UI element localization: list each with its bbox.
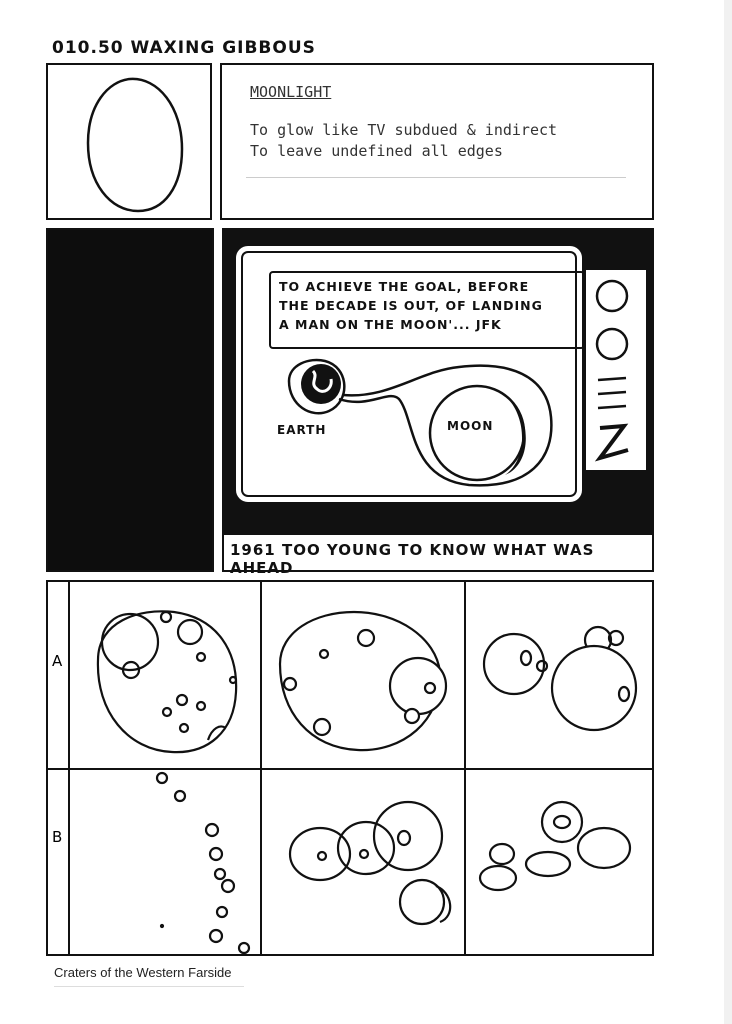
quote-line-3: A MAN ON THE MOON'... JFK [279, 317, 502, 332]
crater-drawings [48, 582, 656, 958]
poem-underline [246, 177, 626, 178]
earth-label: EARTH [277, 423, 327, 437]
black-panel [46, 228, 214, 572]
poem-title: MOONLIGHT [250, 83, 332, 101]
earth-moon-diagram [239, 249, 585, 505]
footer-underline [54, 986, 244, 987]
row-label-a: A [52, 652, 63, 670]
quote-line-1: TO ACHIEVE THE GOAL, BEFORE [279, 279, 530, 294]
quote-line-2: THE DECADE IS OUT, OF LANDING [279, 298, 543, 313]
tv-brand-z-icon [600, 426, 628, 458]
poem-line-2: To leave undefined all edges [250, 142, 503, 160]
channel-knob-icon [597, 281, 627, 311]
tv-caption-panel [222, 533, 654, 577]
tv-set [222, 228, 654, 533]
tv-control-knobs [586, 270, 646, 470]
footer-caption: Craters of the Western Farside [54, 965, 232, 980]
crater-grid [46, 580, 654, 956]
tv-controls [586, 270, 646, 470]
tv-screen [236, 246, 582, 502]
volume-knob-icon [597, 329, 627, 359]
moon-outline-icon [48, 65, 214, 222]
row-label-b: B [52, 828, 63, 846]
poem-panel [220, 63, 654, 220]
moon-label: MOON [447, 419, 494, 433]
page-title: 010.50 WAXING GIBBOUS [52, 38, 316, 58]
tv-caption: 1961 TOO YOUNG TO KNOW WHAT WAS AHEAD [230, 541, 595, 577]
poem-line-1: To glow like TV subdued & indirect [250, 121, 558, 139]
earth-icon [301, 364, 341, 404]
moon-outline-panel [46, 63, 212, 220]
